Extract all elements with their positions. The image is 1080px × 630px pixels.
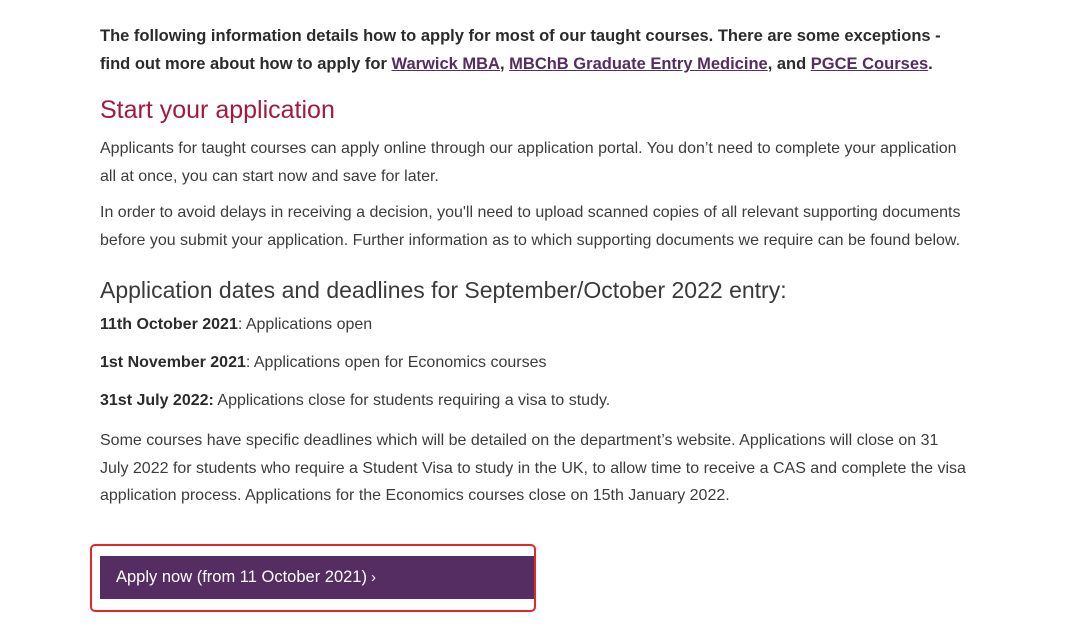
- date-label: 31st July 2022:: [100, 392, 214, 409]
- date-description: : Applications open for Economics courses: [245, 354, 547, 371]
- date-label: 11th October 2021: [100, 316, 238, 333]
- main-content: [100, 22, 970, 510]
- intro-text: The following information details how to apply for most of our taught courses. There are some exceptions - find out more about how to apply for: [100, 27, 941, 73]
- date-description: Applications close for students requiring a visa to study.: [213, 392, 611, 409]
- date-item: [100, 313, 970, 337]
- start-application-heading: Start your application: [100, 96, 335, 124]
- dates-heading: Application dates and deadlines for September/October 2022 entry:: [100, 277, 787, 303]
- chevron-right-icon: ›: [370, 569, 376, 586]
- date-item: [100, 351, 970, 375]
- date-label: 1st November 2021: [100, 354, 246, 371]
- apply-now-label: Apply now (from 11 October 2021): [116, 568, 367, 586]
- intro-separator: ,: [499, 55, 510, 73]
- warwick-mba-link[interactable]: Warwick MBA: [391, 55, 500, 73]
- mbchb-link[interactable]: MBChB Graduate Entry Medicine: [509, 55, 768, 73]
- date-description: : Applications open: [237, 316, 373, 333]
- deadlines-note: Some courses have specific deadlines which will be detailed on the department’s website. Applications will close on 31 July 2022 for students who require a Student Visa to study in the UK, to allow time to receive a CAS and complete the visa application process. Applications for the Economics courses close on 15th January 2022.: [100, 432, 966, 504]
- apply-now-button[interactable]: [100, 556, 534, 599]
- pgce-link[interactable]: PGCE Courses: [810, 55, 929, 73]
- intro-end: .: [928, 55, 933, 73]
- documents-paragraph: In order to avoid delays in receiving a decision, you'll need to upload scanned copies of all relevant supporting documents before you submit your application. Further information as to which supporting documents we require can be found below.: [100, 204, 961, 249]
- date-item: [100, 389, 970, 413]
- intro-separator: , and: [767, 55, 811, 73]
- portal-paragraph: Applicants for taught courses can apply online through our application portal. You don’t need to complete your application all at once, you can start now and save for later.: [100, 140, 957, 185]
- intro-paragraph: [100, 22, 970, 78]
